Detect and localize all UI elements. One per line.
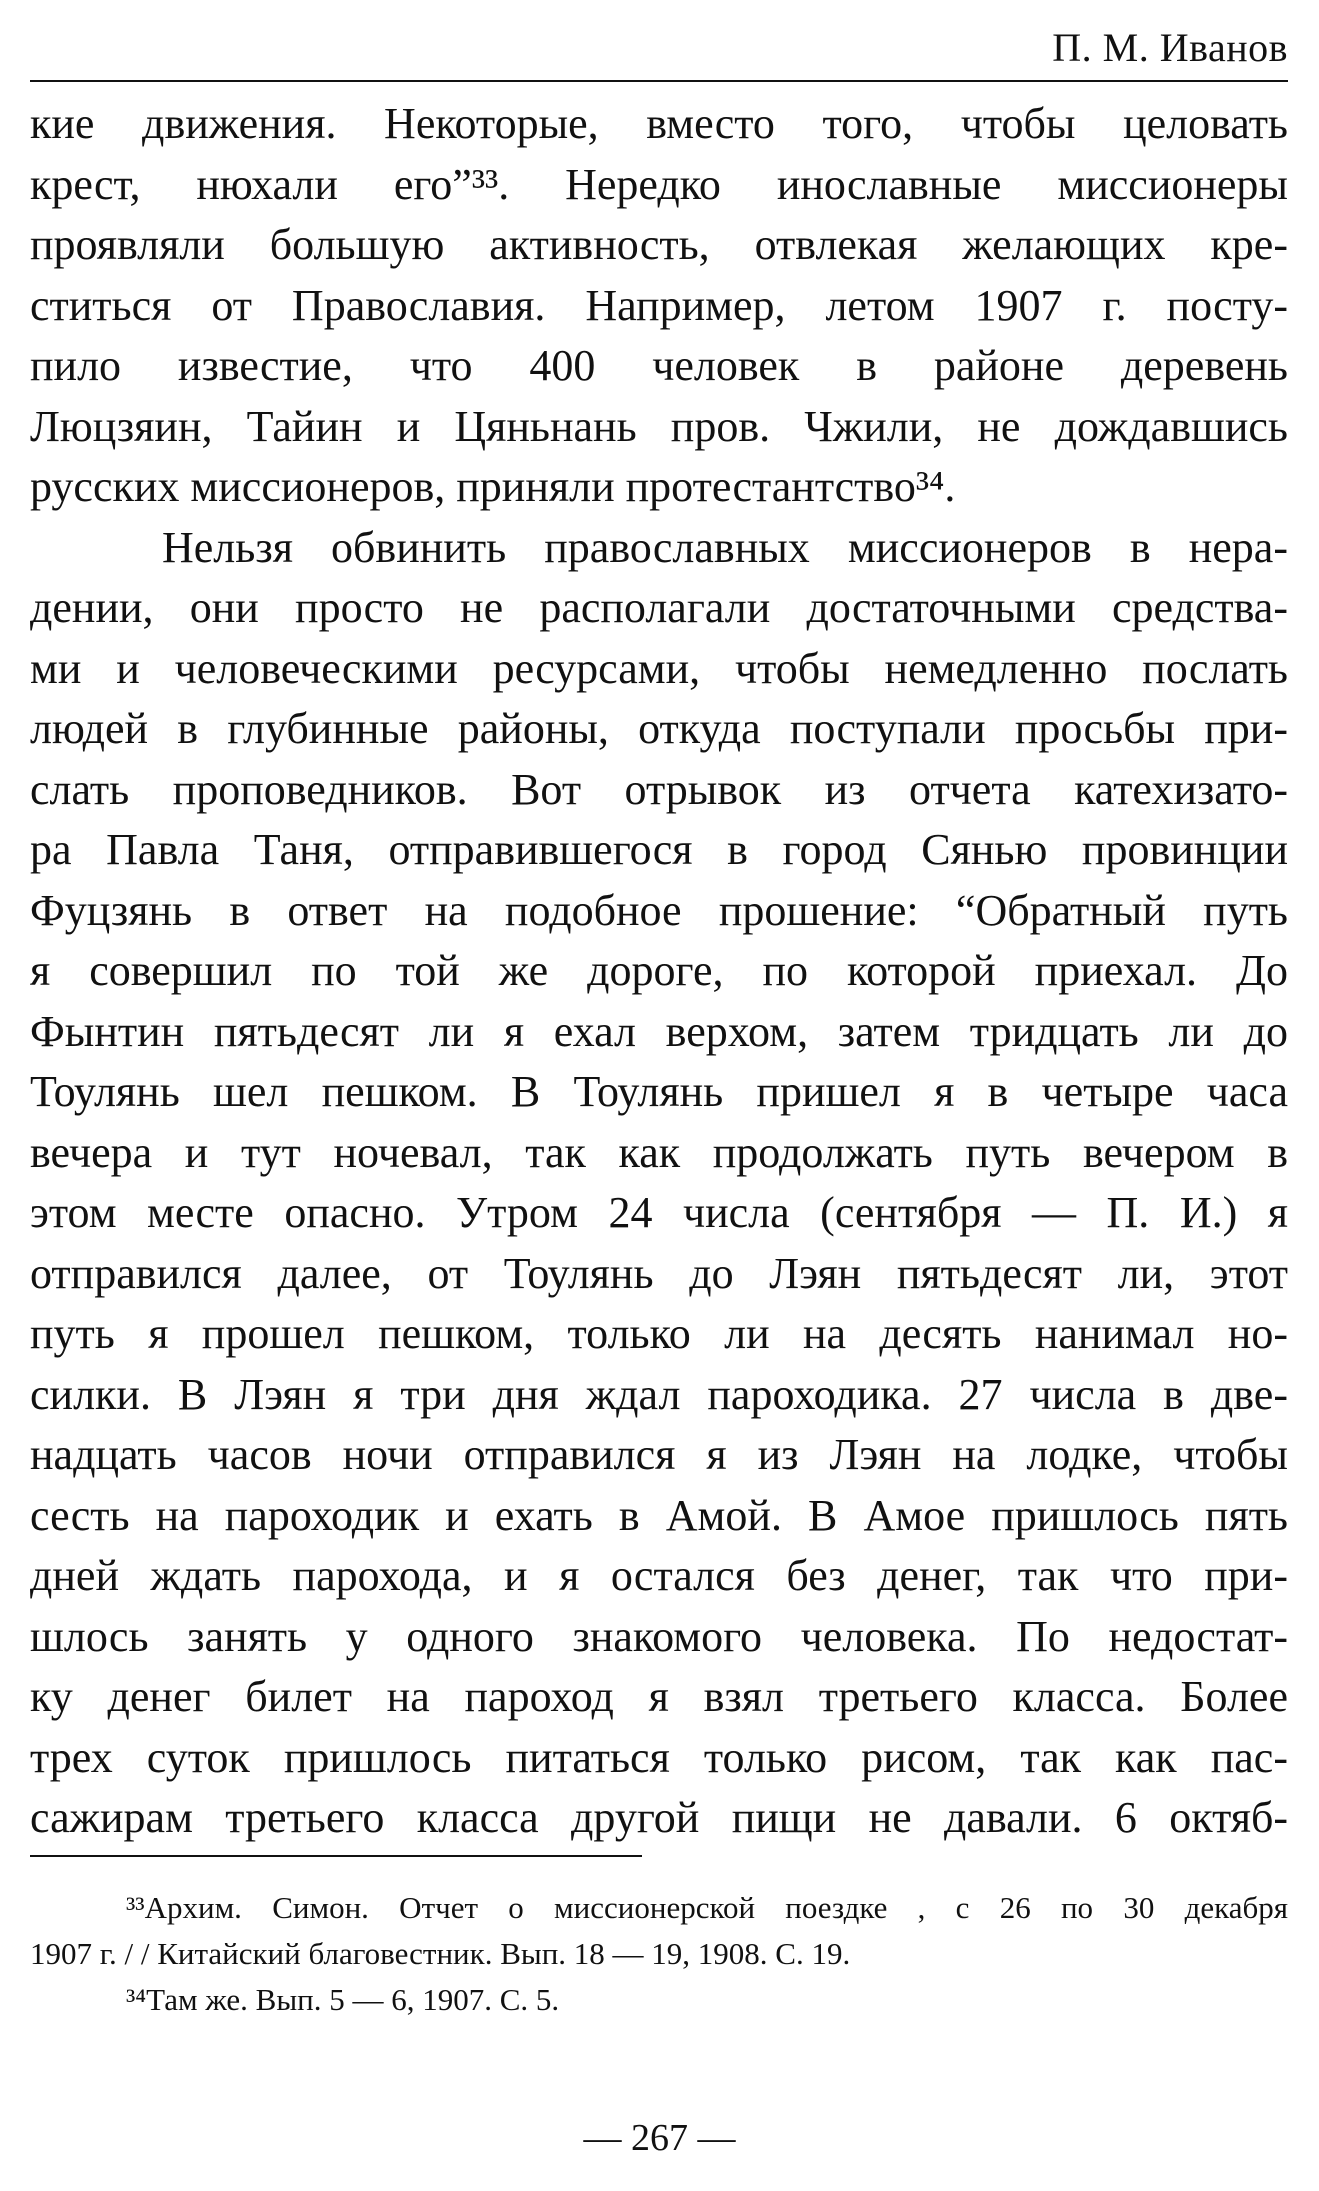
text-line: Фынтин пятьдесят ли я ехал верхом, затем тридцать ли до [30,1006,1288,1056]
text-line: слать проповедников. Вот отрывок из отчета катехизато- [30,764,1288,814]
text-line: сажирам третьего класса другой пищи не давали. 6 октяб- [30,1793,1288,1842]
text-line: ку денег билет на пароход я взял третьего класса. Более [30,1672,1288,1721]
page-header [30,18,1288,82]
text-line: дении, они просто не располагали достаточными средства- [30,583,1288,632]
footnote-34: ³⁴Там же. Вып. 5 — 6, 1907. С. 5. [126,1982,560,2017]
text-line: я совершил по той же дороге, по которой приехал. До [30,946,1288,995]
header-rule [30,80,1288,82]
text-line: дней ждать парохода, и я остался без денег, так что при- [30,1551,1288,1600]
text-line: отправился далее, от Тоулянь до Лэян пятьдесят ли, этот [30,1248,1288,1298]
page-number: — 267 — [583,2117,736,2159]
text-line: сесть на пароходик и ехать в Амой. В Амое пришлось пять [30,1490,1288,1540]
footnote-33-continuation: 1907 г. / / Китайский благовестник. Вып. 18 — 19, 1908. С. 19. [30,1936,851,1971]
text-line: крест, нюхали его”³³. Нередко инославные миссионеры [30,159,1288,209]
footnote-rule [30,1855,642,1857]
text-line: Тоулянь шел пешком. В Тоулянь пришел я в четыре часа [30,1067,1288,1116]
text-line: силки. В Лэян я три дня ждал пароходика. 27 числа в две- [30,1369,1288,1419]
text-line: Люцзяин, Тайин и Цяньнань пров. Чжили, не дождавшись [30,401,1288,451]
body-text [30,94,1288,1849]
text-line: этом месте опасно. Утром 24 числа (сентября — П. И.) я [30,1188,1288,1237]
text-line: Фуцзянь в ответ на подобное прошение: “Обратный путь [30,885,1288,935]
text-line: людей в глубинные районы, откуда поступали просьбы при- [30,704,1288,753]
text-line: русских миссионеров, приняли протестантство³⁴. [30,462,956,511]
text-line: путь я прошел пешком, только ли на десять нанимал но- [30,1309,1288,1358]
text-line: проявляли большую активность, отвлекая желающих кре- [30,220,1288,269]
text-line: ститься от Православия. Например, летом 1907 г. посту- [30,280,1288,330]
text-line: Нельзя обвинить православных миссионеров в нера- [162,522,1288,572]
text-line: шлось занять у одного знакомого человека. По недостат- [30,1611,1288,1661]
footnote-33: ³³Архим. Симон. Отчет о миссионерской поездке , с 26 по 30 декабря [126,1890,1288,1925]
footnotes [30,1885,1288,2023]
text-line: кие движения. Некоторые, вместо того, чтобы целовать [30,99,1288,148]
text-line: трех суток пришлось питаться только рисом, так как пас- [30,1732,1288,1782]
text-line: вечера и тут ночевал, так как продолжать путь вечером в [30,1127,1288,1177]
text-line: надцать часов ночи отправился я из Лэян на лодке, чтобы [30,1430,1288,1479]
running-head: П. М. Иванов [1052,25,1288,70]
text-line: ра Павла Таня, отправившегося в город Сянью провинции [30,825,1288,874]
text-line: ми и человеческими ресурсами, чтобы немедленно послать [30,643,1288,693]
text-line: пило известие, что 400 человек в районе деревень [30,341,1288,390]
